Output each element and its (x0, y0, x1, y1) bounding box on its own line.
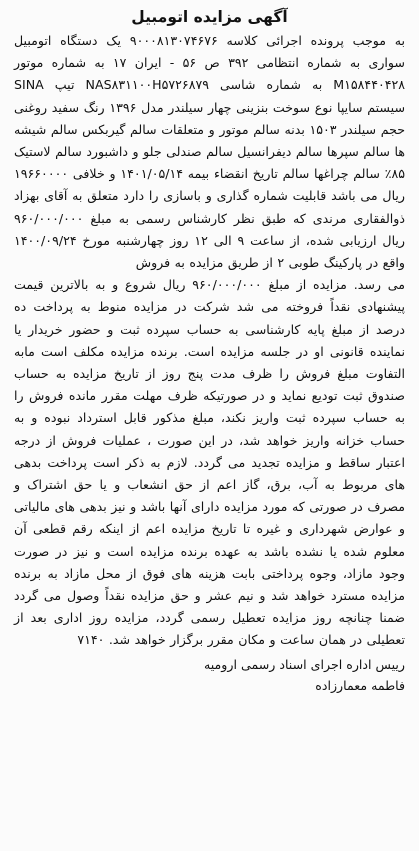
signature-office: رییس اداره اجرای اسناد رسمی ارومیه (203, 656, 405, 672)
auction-notice (14, 6, 405, 696)
signature-name: فاطمه معمارزاده (315, 677, 405, 693)
notice-paragraph-auction-terms: می رسد. مزایده از مبلغ ۹۶۰/۰۰۰/۰۰۰ ریال شروع و به بالاترین قیمت پیشنهادی نقداً فروخته می شد شرکت در مزایده منوط به پرداخت ده درصد از مبلغ پایه کارشناسی به حساب سپرده ثبت و حضور خریدار یا نماینده قانونی او در جلسه مزایده است. برنده مزایده مکلف است مابه التفاوت مبلغ فروش را ظرف مدت پنج روز از تاریخ مزایده به حساب صندوق ثبت تودیع نماید و در صورتیکه ظرف مهلت مقرر مانده فروش را به حساب سپرده ثبت واریز نکند، مبلغ مذکور قابل استرداد نبوده و به حساب خزانه واریز خواهد شد، در این صورت ، عملیات فروش از درجه اعتبار ساقط و مزایده تجدید می گردد. لازم به ذکر است پرداخت بدهی های مربوط به آب، برق، گاز اعم از حق انشعاب و یا حق اشتراک و مصرف در صورتی که مورد مزایده دارای آنها باشد و نیز بدهی های مالیاتی و عوارض شهرداری و غیره تا تاریخ مزایده اعم از اینکه رقم قطعی آن معلوم شده یا نشده باشد به عهده برنده مزایده است و نیز در صورت وجود مازاد، وجوه پرداختی بابت هزینه های فوق از محل مازاد به برنده مزایده مسترد خواهد شد و نیم عشر و حق مزایده نقداً وصول می گردد ضمنا چنانچه روز مزایده تعطیل رسمی گردد، مزایده روز اداری بعد از تعطیلی در همان ساعت و مکان مقرر برگزار خواهد شد. ۷۱۴۰ (14, 277, 405, 648)
notice-paragraph-vehicle-details: به موجب پرونده اجرائی کلاسه ۹۰۰۰۸۱۳۰۷۴۶۷۶ یک دستگاه اتومبیل سواری به شماره انتظامی ۳۹۲ ص ۵۶ - ایران ۱۷ به شماره موتور M۱۵۸۴۴۰۴۲۸ به شماره شاسی NAS۸۳۱۱۰۰H۵۷۲۶۸۷۹ تیپ SINA سیستم سایپا نوع سوخت بنزینی چهار سیلندر مدل ۱۳۹۶ رنگ سفید روغنی حجم سیلندر ۱۵۰۳ بدنه سالم موتور و متعلقات سالم گیربکس سالم شیشه ها سالم سپرها سالم دیفرانسیل سالم صندلی جلو و داشبورد سالم لاستیک ۸۵٪ سالم چراغها سالم تاریخ انقضاء بیمه ۱۴۰۱/۰۵/۱۴ و خلافی ۱۹۶۶۰۰۰۰ ریال می باشد قابلیت شماره گذاری و باسازی را دارد متعلق به آقای بهزاد ذوالفقاری مرندی که طبق نظر کارشناس رسمی به مبلغ ۹۶۰/۰۰۰/۰۰۰ ریال ارزیابی شده، از ساعت ۹ الی ۱۲ روز چهارشنبه مورخ ۱۴۰۰/۰۹/۲۴ واقع در پارکینگ طوبی ۲ از طریق مزایده به فروش (14, 33, 406, 271)
notice-title: آگهی مزایده اتومبیل (131, 8, 288, 26)
signature-block (14, 654, 405, 696)
notice-body (14, 30, 405, 652)
